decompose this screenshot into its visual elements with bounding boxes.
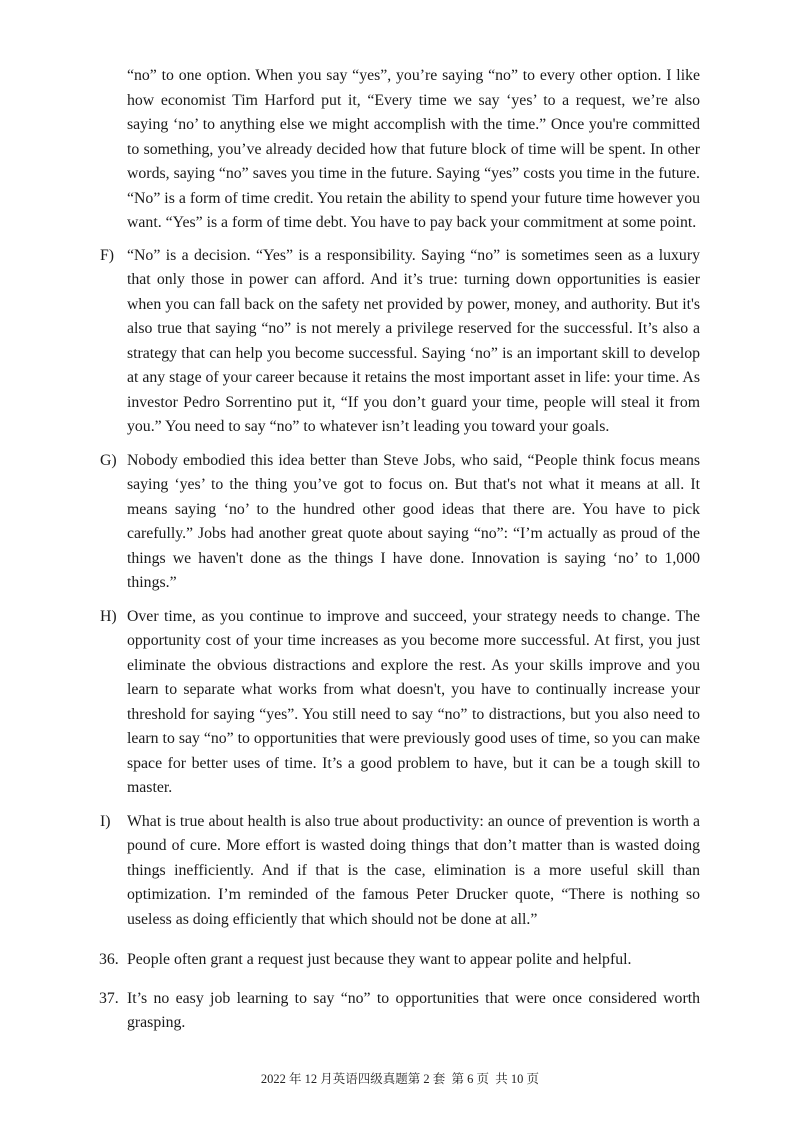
paragraph-h — [100, 605, 700, 801]
paragraph-g — [100, 449, 700, 596]
question-text: People often grant a request just because they want to appear polite and helpful. — [127, 951, 632, 968]
paragraph-text: Nobody embodied this idea better than Steve Jobs, who said, “People think focus means saying ‘yes’ to the thing you’ve got to focus on. But that's not what it means at all. It means saying ‘no’ to the hundred other good ideas that there are. You have to pick carefully.” Jobs had another great quote about saying “no”: “I’m actually as proud of the things we haven't done as the things I have done. Innovation is saying ‘no’ to 1,000 things.” — [127, 451, 700, 591]
paragraph-text: “No” is a decision. “Yes” is a responsibility. Saying “no” is sometimes seen as a luxury that only those in power can afford. And it’s true: turning down opportunities is easier when you can fall back on the safety net provided by power, money, and authority. But it's also true that saying “no” is not merely a privilege reserved for the successful. It’s also a strategy that can help you become successful. Saying ‘no” is an important skill to develop at any stage of your career because it retains the most important asset in life: your time. As investor Pedro Sorrentino put it, “If you don’t guard your time, people will steal it from you.” You need to say “no” to whatever isn’t leading you toward your goals. — [127, 246, 700, 435]
paragraph-text: “no” to one option. When you say “yes”, you’re saying “no” to every other option. I like how economist Tim Harford put it, “Every time we say ‘yes’ to a request, we’re also saying ‘no’ to anything else we might accomplish with the time.” Once you're committed to something, you’ve already decided how that future block of time will be spent. In other words, saying “no” saves you time in the future. Saying “yes” costs you time in the future. “No” is a form of time credit. You retain the ability to spend your future time however you want. “Yes” is a form of time debt. You have to pay back your commitment at some point. — [127, 67, 700, 231]
paragraph-f — [100, 244, 700, 440]
page-content — [100, 64, 700, 1050]
question-36 — [100, 948, 700, 973]
paragraph-i — [100, 810, 700, 933]
question-number: 36. — [99, 951, 119, 968]
paragraph-label: F) — [100, 246, 115, 264]
question-text: It’s no easy job learning to say “no” to opportunities that were once considered worth grasping. — [127, 989, 700, 1031]
paragraph-label: H) — [100, 607, 117, 625]
page-footer — [0, 1069, 800, 1087]
footer-text: 2022 年 12 月英语四级真题第 2 套 第 6 页 共 10 页 — [260, 1072, 540, 1086]
question-number: 37. — [99, 989, 119, 1007]
paragraph-label: I) — [100, 812, 111, 830]
paragraph-e-continuation — [100, 64, 700, 236]
paragraph-text: What is true about health is also true about productivity: an ounce of prevention is worth a pound of cure. More effort is wasted doing things that don’t matter than is wasted doing things inefficiently. And if that is the case, elimination is a more useful skill than optimization. I’m reminded of the famous Peter Drucker quote, “There is nothing so useless as doing efficiently that which should not be done at all.” — [127, 812, 700, 928]
paragraph-label: G) — [100, 451, 117, 469]
question-37 — [100, 987, 700, 1036]
paragraph-text: Over time, as you continue to improve and succeed, your strategy needs to change. The opportunity cost of your time increases as you become more successful. At first, you just eliminate the obvious distractions and explore the rest. As your skills improve and you learn to separate what works from what doesn't, you have to continually increase your threshold for saying “yes”. You still need to say “no” to distractions, but you also need to learn to say “no” to opportunities that were previously good uses of time, so you can make space for better uses of time. It’s a good problem to have, but it can be a tough skill to master. — [127, 607, 700, 796]
